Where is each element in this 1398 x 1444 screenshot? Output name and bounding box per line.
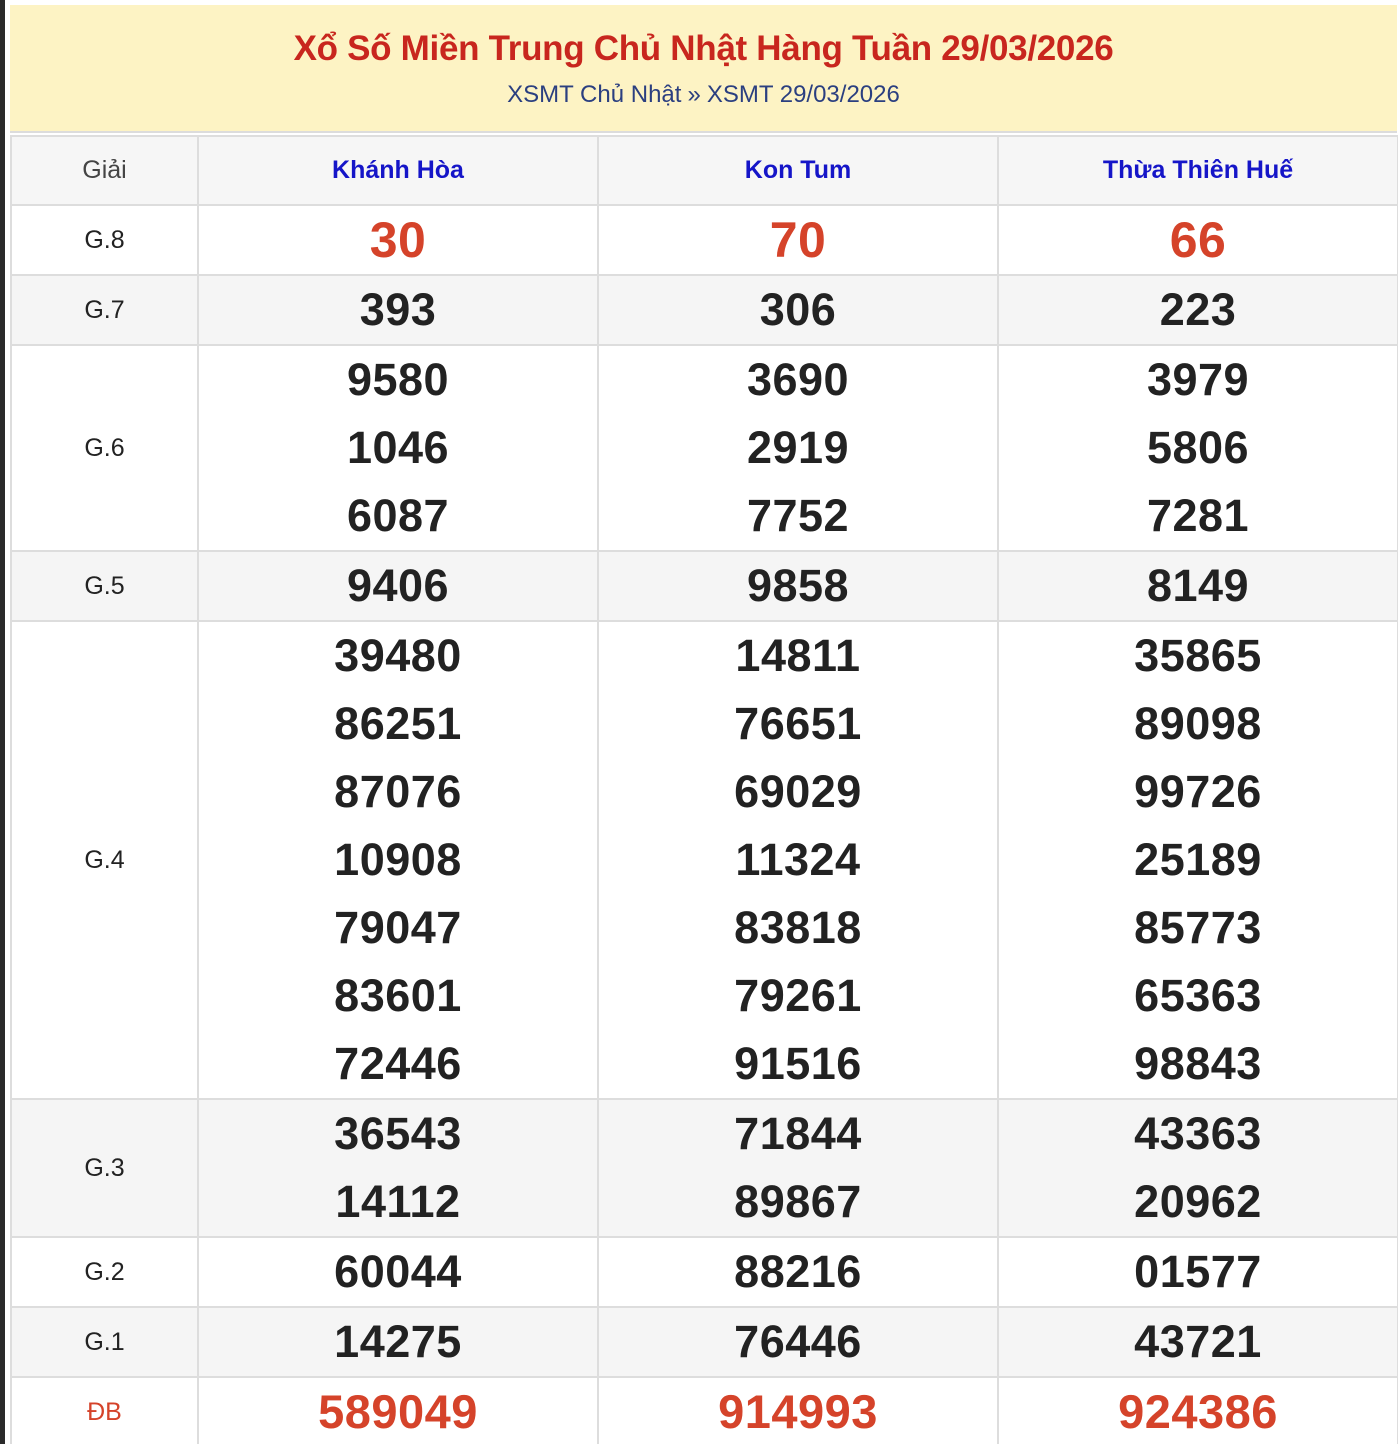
result-cell [998,275,1398,345]
result-number: 5806 [1146,422,1250,473]
result-number: 2919 [746,422,850,473]
result-cell [598,1307,998,1377]
result-number: 14811 [735,630,861,681]
result-number: 83818 [734,902,862,953]
table-row [11,1377,1398,1444]
result-number: 3979 [1146,354,1250,405]
result-number: 9406 [346,560,450,611]
result-cell [198,275,598,345]
result-number: 88216 [734,1246,862,1297]
result-number: 76651 [734,698,862,749]
result-cell [198,1377,598,1444]
table-row [11,1237,1398,1307]
result-cell [198,1307,598,1377]
result-number: 71844 [734,1108,862,1159]
result-cell [998,345,1398,551]
column-header-province[interactable]: Khánh Hòa [198,136,598,205]
table-header-row [11,136,1398,205]
result-number: 99726 [1134,766,1262,817]
results-header [10,5,1397,133]
result-cell [998,551,1398,621]
result-number: 20962 [1134,1176,1262,1227]
breadcrumb [10,81,1397,109]
result-number: 3690 [746,354,850,405]
result-number: 79261 [734,970,862,1021]
result-cell [598,275,998,345]
result-number: 924386 [1118,1385,1278,1438]
result-cell [998,621,1398,1099]
column-header-province[interactable]: Thừa Thiên Huế [998,136,1398,205]
result-number: 66 [1169,212,1227,268]
result-number: 14275 [334,1316,462,1367]
result-number: 8149 [1146,560,1250,611]
result-cell [598,1377,998,1444]
result-number: 91516 [734,1038,862,1089]
result-number: 60044 [334,1246,462,1297]
result-number: 589049 [318,1385,478,1438]
result-cell [598,205,998,275]
result-number: 25189 [1134,834,1262,885]
result-number: 89098 [1134,698,1262,749]
table-row [11,551,1398,621]
result-number: 35865 [1134,630,1262,681]
result-number: 43363 [1134,1108,1262,1159]
prize-label: G.5 [11,551,198,621]
result-number: 43721 [1134,1316,1262,1367]
result-cell [998,1237,1398,1307]
prize-label: G.7 [11,275,198,345]
result-cell [198,1099,598,1237]
result-cell [998,1377,1398,1444]
result-number: 72446 [334,1038,462,1089]
table-row [11,345,1398,551]
column-header-prize: Giải [11,136,198,205]
prize-label: G.1 [11,1307,198,1377]
table-row [11,275,1398,345]
result-number: 14112 [335,1176,461,1227]
prize-label: G.2 [11,1237,198,1307]
result-number: 79047 [334,902,462,953]
result-number: 89867 [734,1176,862,1227]
prize-label: G.4 [11,621,198,1099]
result-number: 69029 [734,766,862,817]
lottery-results-table [10,135,1398,1444]
prize-label: G.3 [11,1099,198,1237]
result-number: 9858 [746,560,850,611]
result-number: 76446 [734,1316,862,1367]
result-number: 9580 [346,354,450,405]
result-cell [998,1099,1398,1237]
result-cell [998,1307,1398,1377]
breadcrumb-link-xsmt-date[interactable]: XSMT 29/03/2026 [706,81,900,108]
result-cell [998,205,1398,275]
result-number: 98843 [1134,1038,1262,1089]
result-number: 1046 [346,422,450,473]
result-number: 393 [359,284,437,335]
result-number: 30 [369,212,427,268]
result-number: 223 [1159,284,1237,335]
result-cell [198,345,598,551]
prize-label: G.8 [11,205,198,275]
table-row [11,621,1398,1099]
result-number: 85773 [1134,902,1262,953]
result-cell [598,551,998,621]
result-cell [198,621,598,1099]
result-number: 6087 [346,490,450,541]
result-number: 36543 [334,1108,462,1159]
prize-label: G.6 [11,345,198,551]
result-cell [198,551,598,621]
result-number: 83601 [334,970,462,1021]
result-cell [598,1099,998,1237]
column-header-province[interactable]: Kon Tum [598,136,998,205]
result-number: 86251 [334,698,462,749]
table-row [11,205,1398,275]
result-number: 306 [759,284,837,335]
page-title: Xổ Số Miền Trung Chủ Nhật Hàng Tuần 29/03/2026 [293,29,1114,68]
result-cell [598,1237,998,1307]
result-number: 7281 [1146,490,1250,541]
breadcrumb-separator: » [687,81,701,108]
result-number: 914993 [718,1385,878,1438]
result-cell [598,345,998,551]
breadcrumb-link-xsmt-sunday[interactable]: XSMT Chủ Nhật [507,81,682,108]
result-cell [198,1237,598,1307]
result-number: 65363 [1134,970,1262,1021]
result-number: 70 [769,212,827,268]
result-number: 7752 [746,490,850,541]
result-number: 01577 [1134,1246,1262,1297]
result-number: 11324 [735,834,861,885]
result-number: 10908 [334,834,462,885]
table-row [11,1307,1398,1377]
table-row [11,1099,1398,1237]
result-cell [598,621,998,1099]
result-number: 87076 [334,766,462,817]
result-cell [198,205,598,275]
prize-label: ĐB [11,1377,198,1444]
result-number: 39480 [334,630,462,681]
